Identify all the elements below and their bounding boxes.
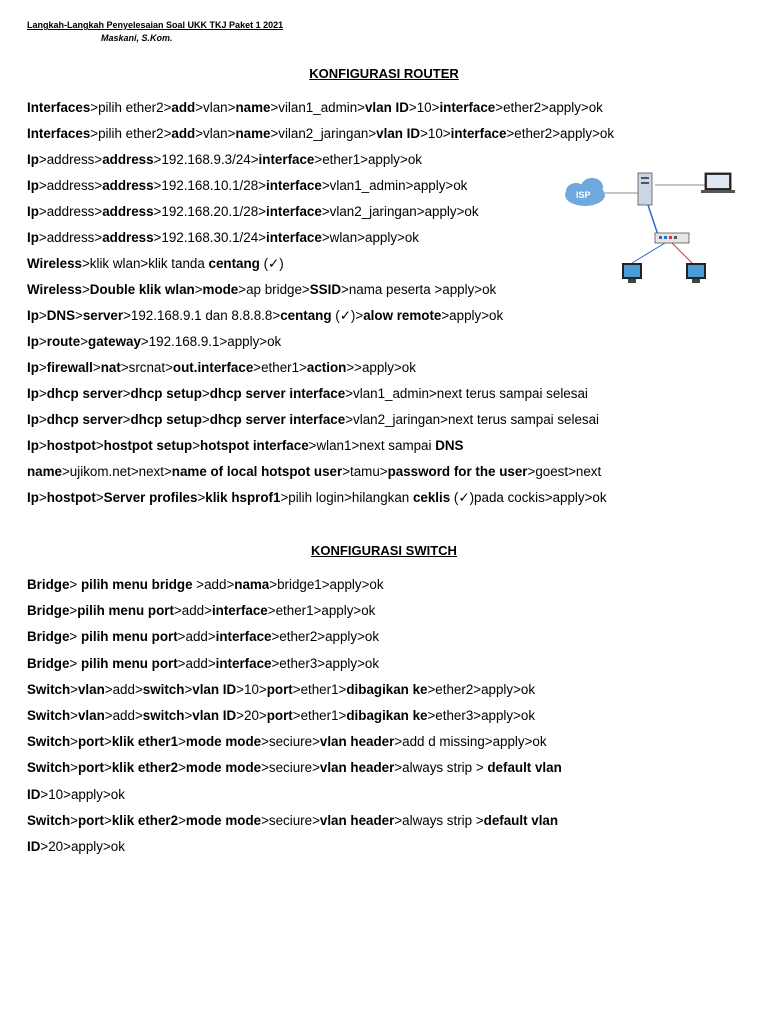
step-keyword: pilih menu port bbox=[80, 629, 178, 645]
step-keyword: Switch bbox=[27, 812, 71, 828]
step-keyword: add bbox=[171, 100, 196, 115]
step-keyword: ID bbox=[27, 786, 41, 802]
step-keyword: Switch bbox=[27, 681, 71, 697]
step-keyword: dhcp setup bbox=[130, 386, 202, 401]
step-text: >192.168.9.1 dan 8.8.8.8> bbox=[123, 308, 281, 323]
step-text: > bbox=[69, 603, 78, 619]
step-text: >address> bbox=[38, 178, 103, 193]
step-line bbox=[27, 334, 281, 350]
step-keyword: port bbox=[77, 760, 105, 776]
step-text: >vilan1_admin> bbox=[270, 100, 365, 115]
step-line bbox=[27, 230, 419, 246]
step-text: >ether1>apply>ok bbox=[267, 603, 376, 619]
step-text: >ether2>apply>ok bbox=[506, 126, 615, 141]
step-line bbox=[27, 839, 125, 855]
step-text: >seciure> bbox=[261, 734, 320, 750]
step-keyword: Ip bbox=[27, 412, 39, 427]
step-keyword: interface bbox=[439, 100, 496, 115]
step-text: >add> bbox=[192, 577, 235, 592]
pc-left-icon bbox=[622, 263, 642, 283]
step-keyword: vlan header bbox=[319, 734, 395, 750]
step-keyword: address bbox=[102, 152, 154, 167]
step-keyword: Bridge bbox=[27, 603, 70, 619]
step-line bbox=[27, 656, 379, 672]
step-text: >add> bbox=[104, 681, 143, 697]
step-keyword: Ip bbox=[27, 490, 39, 505]
step-text: > bbox=[194, 282, 203, 297]
step-text: >srcnat> bbox=[120, 360, 173, 375]
step-text: >20> bbox=[236, 708, 267, 723]
step-text: >always strip > bbox=[394, 812, 484, 828]
step-keyword: dibagikan ke bbox=[346, 681, 428, 697]
step-keyword: port bbox=[266, 708, 293, 723]
step-keyword: address bbox=[102, 230, 154, 245]
step-text: >>apply>ok bbox=[346, 360, 416, 375]
step-line bbox=[27, 577, 384, 593]
step-text: > bbox=[75, 308, 83, 323]
step-keyword: Ip bbox=[27, 386, 39, 401]
step-line bbox=[27, 360, 416, 376]
step-text: >bridge1>apply>ok bbox=[269, 577, 384, 592]
step-text: > bbox=[104, 734, 112, 750]
step-keyword: hotspot interface bbox=[200, 438, 309, 453]
step-keyword: action bbox=[306, 360, 347, 375]
step-keyword: name bbox=[235, 100, 271, 115]
step-text: >tamu> bbox=[342, 464, 388, 479]
step-line bbox=[27, 126, 614, 142]
step-text: >vlan2_jaringan>apply>ok bbox=[321, 204, 479, 219]
step-text: > bbox=[184, 708, 193, 723]
step-keyword: firewall bbox=[46, 360, 93, 375]
step-text: >wlan>apply>ok bbox=[321, 230, 419, 245]
step-line bbox=[27, 787, 125, 803]
step-text: > bbox=[95, 490, 104, 505]
step-line bbox=[27, 412, 599, 428]
step-keyword: Ip bbox=[27, 360, 39, 375]
step-text: >10> bbox=[420, 126, 451, 141]
step-keyword: password for the user bbox=[387, 464, 528, 479]
step-text: >vilan2_jaringan> bbox=[270, 126, 377, 141]
isp-label: ISP bbox=[576, 190, 591, 200]
step-keyword: vlan header bbox=[319, 812, 395, 828]
header-title: Langkah-Langkah Penyelesaian Soal UKK TKJ Paket 1 2021 bbox=[27, 20, 284, 30]
step-keyword: vlan ID bbox=[192, 708, 237, 723]
step-text: > bbox=[81, 282, 90, 297]
step-text: >add> bbox=[173, 603, 212, 619]
step-line bbox=[27, 100, 603, 116]
step-text: >192.168.30.1/24> bbox=[153, 230, 266, 245]
step-keyword: Ip bbox=[27, 308, 39, 323]
step-keyword: Interfaces bbox=[27, 100, 91, 115]
router-icon bbox=[638, 173, 652, 205]
step-text: >20>apply>ok bbox=[40, 839, 125, 854]
step-text: > bbox=[184, 681, 193, 697]
step-text: > bbox=[201, 386, 210, 401]
step-keyword: Server profiles bbox=[103, 490, 198, 505]
step-text: >pilih ether2> bbox=[90, 100, 172, 115]
step-keyword: pilih menu bridge bbox=[80, 577, 193, 592]
step-text: >klik wlan>klik tanda bbox=[81, 256, 209, 271]
step-keyword: klik ether2 bbox=[111, 812, 179, 828]
step-keyword: Ip bbox=[27, 230, 39, 245]
step-line bbox=[27, 603, 375, 619]
step-text: >ether1> bbox=[292, 708, 347, 723]
step-text: >ether2>apply>ok bbox=[427, 681, 536, 697]
step-text: >vlan1_admin>next terus sampai selesai bbox=[345, 386, 588, 401]
step-line bbox=[27, 682, 535, 698]
step-text: > bbox=[197, 490, 206, 505]
step-keyword: Switch bbox=[27, 734, 71, 750]
step-text: >192.168.20.1/28> bbox=[153, 204, 266, 219]
step-text: > bbox=[69, 629, 81, 645]
step-keyword: name bbox=[27, 464, 62, 479]
step-text: >add> bbox=[177, 655, 216, 671]
step-keyword: interface bbox=[211, 603, 268, 619]
step-keyword: dhcp server bbox=[46, 412, 123, 427]
step-text: > bbox=[70, 708, 78, 723]
step-keyword: Ip bbox=[27, 334, 39, 349]
step-text: > bbox=[122, 386, 131, 401]
step-keyword: out.interface bbox=[172, 360, 254, 375]
step-keyword: nat bbox=[100, 360, 121, 375]
step-line bbox=[27, 152, 422, 168]
step-text: (✓) bbox=[259, 256, 284, 271]
step-keyword: hostpot bbox=[46, 438, 96, 453]
step-text: > bbox=[38, 438, 47, 453]
step-keyword: interface bbox=[266, 178, 322, 193]
step-text: > bbox=[69, 577, 81, 592]
step-keyword: interface bbox=[258, 152, 315, 167]
step-text: > bbox=[201, 412, 210, 427]
step-line bbox=[27, 256, 284, 272]
step-keyword: Ip bbox=[27, 178, 39, 193]
step-keyword: mode mode bbox=[185, 734, 262, 750]
step-keyword: mode bbox=[202, 282, 239, 297]
step-keyword: add bbox=[171, 126, 196, 141]
step-keyword: Double klik wlan bbox=[89, 282, 195, 297]
step-keyword: server bbox=[82, 308, 124, 323]
step-text: > bbox=[95, 438, 104, 453]
step-keyword: port bbox=[77, 734, 105, 750]
step-keyword: DNS bbox=[46, 308, 76, 323]
step-keyword: centang bbox=[280, 308, 332, 323]
step-line bbox=[27, 178, 467, 194]
step-text: > bbox=[38, 308, 47, 323]
step-line bbox=[27, 386, 588, 402]
step-text: >wlan1>next sampai bbox=[308, 438, 436, 453]
step-keyword: Ip bbox=[27, 204, 39, 219]
step-line bbox=[27, 629, 379, 645]
step-line bbox=[27, 308, 503, 324]
step-text: >goest>next bbox=[527, 464, 602, 479]
step-text: >10>apply>ok bbox=[40, 786, 125, 802]
step-text: >ether3>apply>ok bbox=[271, 655, 380, 671]
pc-right-icon bbox=[686, 263, 706, 283]
step-keyword: pilih menu port bbox=[77, 603, 174, 619]
step-keyword: mode mode bbox=[185, 760, 262, 776]
step-keyword: centang bbox=[208, 256, 260, 271]
step-keyword: default vlan bbox=[483, 812, 559, 828]
step-text: >apply>ok bbox=[441, 308, 504, 323]
step-keyword: hostpot setup bbox=[103, 438, 193, 453]
step-line bbox=[27, 438, 463, 454]
step-text: > bbox=[80, 334, 89, 349]
router-section-heading: KONFIGURASI ROUTER bbox=[309, 66, 459, 81]
header-author: Maskani, S.Kom. bbox=[101, 33, 173, 43]
step-keyword: switch bbox=[142, 681, 185, 697]
step-text: >ether2>apply>ok bbox=[495, 100, 603, 115]
step-keyword: Wireless bbox=[27, 256, 82, 271]
step-text: > bbox=[192, 438, 201, 453]
step-keyword: dhcp server interface bbox=[209, 412, 346, 427]
step-text: >address> bbox=[38, 204, 103, 219]
step-keyword: address bbox=[102, 178, 154, 193]
step-text: >ujikom.net>next> bbox=[61, 464, 172, 479]
step-text: >nama peserta >apply>ok bbox=[341, 282, 497, 297]
step-keyword: route bbox=[46, 334, 81, 349]
step-keyword: vlan header bbox=[319, 760, 395, 776]
laptop-icon bbox=[701, 173, 735, 193]
switch-icon bbox=[655, 233, 689, 243]
step-keyword: interface bbox=[215, 655, 272, 671]
step-keyword: interface bbox=[266, 204, 322, 219]
step-text: >vlan2_jaringan>next terus sampai selesai bbox=[345, 412, 600, 427]
step-text: >ether1> bbox=[292, 681, 347, 697]
step-text: > bbox=[38, 334, 47, 349]
step-keyword: switch bbox=[142, 708, 185, 723]
step-text: >pilih ether2> bbox=[90, 126, 172, 141]
step-keyword: port bbox=[266, 681, 293, 697]
step-keyword: dhcp server bbox=[46, 386, 123, 401]
step-keyword: Ip bbox=[27, 152, 39, 167]
step-text: >192.168.9.3/24> bbox=[153, 152, 259, 167]
step-line bbox=[27, 813, 558, 829]
step-text: > bbox=[38, 386, 47, 401]
step-keyword: interface bbox=[266, 230, 322, 245]
step-text: >vlan> bbox=[195, 126, 236, 141]
step-text: >seciure> bbox=[261, 812, 320, 828]
step-text: >vlan> bbox=[195, 100, 236, 115]
network-topology-image bbox=[560, 165, 745, 290]
step-text: >ether1> bbox=[253, 360, 307, 375]
step-keyword: Bridge bbox=[27, 629, 70, 645]
step-keyword: klik hsprof1 bbox=[205, 490, 281, 505]
step-text: > bbox=[38, 360, 47, 375]
step-text: >always strip > bbox=[394, 760, 488, 776]
step-keyword: SSID bbox=[309, 282, 342, 297]
step-keyword: default vlan bbox=[487, 760, 562, 776]
network-diagram bbox=[560, 165, 745, 290]
step-line bbox=[27, 760, 562, 776]
step-keyword: interface bbox=[450, 126, 507, 141]
step-text: > bbox=[70, 681, 78, 697]
step-text: >add> bbox=[104, 708, 143, 723]
step-keyword: mode mode bbox=[185, 812, 262, 828]
step-text: >ap bridge> bbox=[238, 282, 310, 297]
step-text: >10> bbox=[236, 681, 267, 697]
step-keyword: klik ether1 bbox=[111, 734, 179, 750]
step-text: >address> bbox=[38, 230, 103, 245]
step-text: >add> bbox=[177, 629, 216, 645]
step-line bbox=[27, 708, 535, 724]
step-text: > bbox=[178, 734, 186, 750]
step-text: > bbox=[104, 760, 112, 776]
step-text: >seciure> bbox=[261, 760, 320, 776]
step-text: > bbox=[178, 812, 186, 828]
step-text: >add d missing>apply>ok bbox=[394, 734, 547, 750]
step-keyword: port bbox=[77, 812, 105, 828]
step-keyword: gateway bbox=[88, 334, 141, 349]
step-keyword: alow remote bbox=[363, 308, 442, 323]
step-keyword: ceklis bbox=[412, 490, 451, 505]
step-keyword: nama bbox=[234, 577, 270, 592]
step-text: > bbox=[70, 734, 78, 750]
step-keyword: Bridge bbox=[27, 655, 70, 671]
step-text: >ether1>apply>ok bbox=[314, 152, 422, 167]
step-keyword: pilih menu port bbox=[80, 655, 178, 671]
isp-cloud-icon bbox=[565, 178, 605, 206]
step-text: >10> bbox=[408, 100, 440, 115]
step-keyword: vlan ID bbox=[364, 100, 409, 115]
step-text: >vlan1_admin>apply>ok bbox=[321, 178, 468, 193]
step-keyword: name of local hotspot user bbox=[171, 464, 343, 479]
step-text: > bbox=[178, 760, 186, 776]
step-keyword: dibagikan ke bbox=[346, 708, 428, 723]
step-keyword: Interfaces bbox=[27, 126, 91, 141]
step-text: >ether3>apply>ok bbox=[427, 708, 536, 723]
step-text: (✓)> bbox=[331, 308, 364, 323]
step-keyword: vlan bbox=[77, 708, 105, 723]
step-keyword: dhcp setup bbox=[130, 412, 202, 427]
step-line bbox=[27, 282, 496, 298]
step-text: > bbox=[92, 360, 101, 375]
step-keyword: vlan ID bbox=[192, 681, 237, 697]
step-keyword: Bridge bbox=[27, 577, 70, 592]
step-line bbox=[27, 204, 479, 220]
step-keyword: vlan ID bbox=[376, 126, 421, 141]
step-keyword: name bbox=[235, 126, 271, 141]
step-keyword: address bbox=[102, 204, 154, 219]
step-text: >192.168.9.1>apply>ok bbox=[140, 334, 282, 349]
step-keyword: vlan bbox=[77, 681, 105, 697]
step-keyword: hostpot bbox=[46, 490, 96, 505]
step-line bbox=[27, 734, 547, 750]
step-keyword: klik ether2 bbox=[111, 760, 179, 776]
step-text: > bbox=[104, 812, 112, 828]
step-keyword: dhcp server interface bbox=[209, 386, 346, 401]
step-line bbox=[27, 464, 601, 480]
step-keyword: interface bbox=[215, 629, 272, 645]
step-keyword: Switch bbox=[27, 760, 71, 776]
step-text: > bbox=[69, 655, 81, 671]
step-text: > bbox=[38, 412, 47, 427]
step-text: >192.168.10.1/28> bbox=[153, 178, 266, 193]
step-keyword: Switch bbox=[27, 708, 71, 723]
step-text: > bbox=[38, 490, 47, 505]
step-text: > bbox=[70, 760, 78, 776]
step-keyword: ID bbox=[27, 839, 41, 854]
step-line bbox=[27, 490, 607, 506]
step-keyword: DNS bbox=[435, 438, 464, 453]
step-text: > bbox=[70, 812, 78, 828]
step-text: >address> bbox=[38, 152, 103, 167]
step-text: >pilih login>hilangkan bbox=[280, 490, 413, 505]
step-text: >ether2>apply>ok bbox=[271, 629, 380, 645]
step-keyword: Wireless bbox=[27, 282, 82, 297]
step-text: (✓)pada cockis>apply>ok bbox=[450, 490, 607, 505]
step-keyword: Ip bbox=[27, 438, 39, 453]
switch-section-heading: KONFIGURASI SWITCH bbox=[311, 543, 457, 558]
step-text: > bbox=[122, 412, 131, 427]
